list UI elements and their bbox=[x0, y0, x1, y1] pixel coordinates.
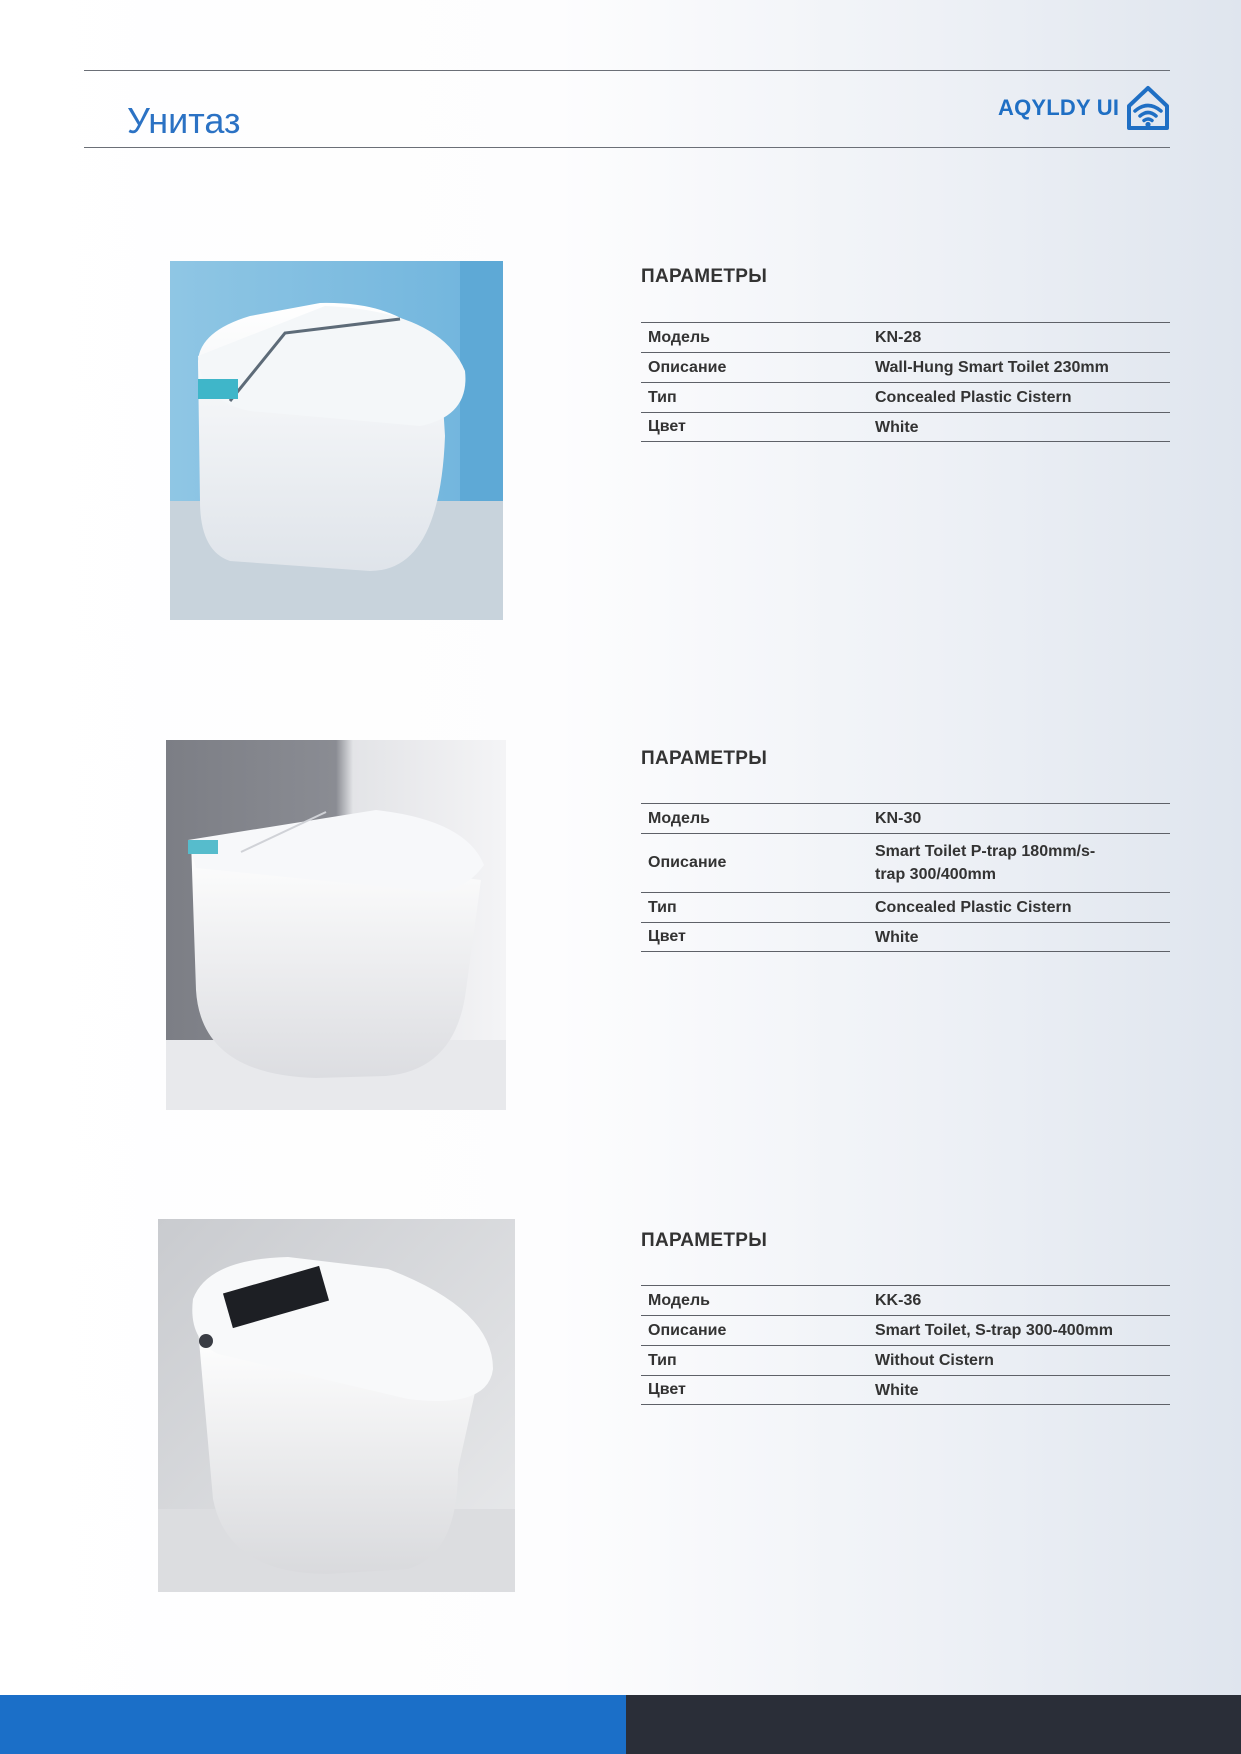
param-value: KK-36 bbox=[875, 1292, 922, 1309]
params-title: ПАРАМЕТРЫ bbox=[641, 266, 768, 287]
product-photo-tankless-smart-toilet bbox=[158, 1219, 515, 1592]
footer-bar-blue bbox=[0, 1695, 626, 1754]
param-value: Concealed Plastic Cistern bbox=[875, 899, 1072, 916]
brand-name: AQYLDY UI bbox=[998, 95, 1120, 120]
param-key: Модель bbox=[648, 809, 710, 827]
param-key: Описание bbox=[648, 358, 727, 376]
table-row bbox=[641, 1286, 1170, 1316]
param-value: Smart Toilet P-trap 180mm/s-trap 300/400mm bbox=[875, 843, 1096, 883]
param-key: Цвет bbox=[648, 1381, 686, 1398]
params-table bbox=[641, 803, 1170, 952]
param-value: Smart Toilet, S-trap 300-400mm bbox=[875, 1322, 1114, 1339]
param-key: Модель bbox=[648, 328, 710, 346]
table-row bbox=[641, 834, 1170, 893]
param-key: Цвет bbox=[648, 418, 686, 435]
brand-logo bbox=[998, 84, 1171, 132]
table-row bbox=[641, 413, 1170, 442]
footer-bar-dark bbox=[626, 1695, 1241, 1754]
param-value: Without Cistern bbox=[875, 1352, 994, 1369]
header-bottom-rule bbox=[84, 147, 1170, 148]
param-key: Описание bbox=[648, 854, 727, 871]
param-key: Тип bbox=[648, 388, 677, 406]
product-photo-floor-smart-toilet bbox=[166, 740, 506, 1110]
table-row bbox=[641, 383, 1170, 413]
table-row bbox=[641, 804, 1170, 834]
table-row bbox=[641, 1376, 1170, 1405]
table-row bbox=[641, 893, 1170, 923]
param-value: White bbox=[875, 418, 919, 436]
param-value: Wall-Hung Smart Toilet 230mm bbox=[875, 359, 1109, 376]
smart-home-wifi-icon bbox=[1125, 84, 1171, 132]
params-title: ПАРАМЕТРЫ bbox=[641, 1230, 768, 1251]
param-value: KN-28 bbox=[875, 329, 922, 346]
page-title: Унитаз bbox=[127, 100, 241, 141]
params-table bbox=[641, 1285, 1170, 1405]
param-key: Описание bbox=[648, 1321, 727, 1339]
params-title: ПАРАМЕТРЫ bbox=[641, 748, 768, 769]
param-value: KN-30 bbox=[875, 810, 922, 827]
params-table bbox=[641, 322, 1170, 442]
table-row bbox=[641, 353, 1170, 383]
table-row bbox=[641, 1346, 1170, 1376]
param-key: Тип bbox=[648, 898, 677, 916]
param-value: White bbox=[875, 928, 919, 946]
table-row bbox=[641, 323, 1170, 353]
param-key: Цвет bbox=[648, 928, 686, 945]
param-value: Concealed Plastic Cistern bbox=[875, 389, 1072, 406]
param-value: White bbox=[875, 1381, 919, 1399]
table-row bbox=[641, 923, 1170, 952]
table-row bbox=[641, 1316, 1170, 1346]
param-key: Тип bbox=[648, 1351, 677, 1369]
header-top-rule bbox=[84, 70, 1170, 71]
product-photo-wall-hung-toilet bbox=[170, 261, 503, 620]
param-key: Модель bbox=[648, 1291, 710, 1309]
